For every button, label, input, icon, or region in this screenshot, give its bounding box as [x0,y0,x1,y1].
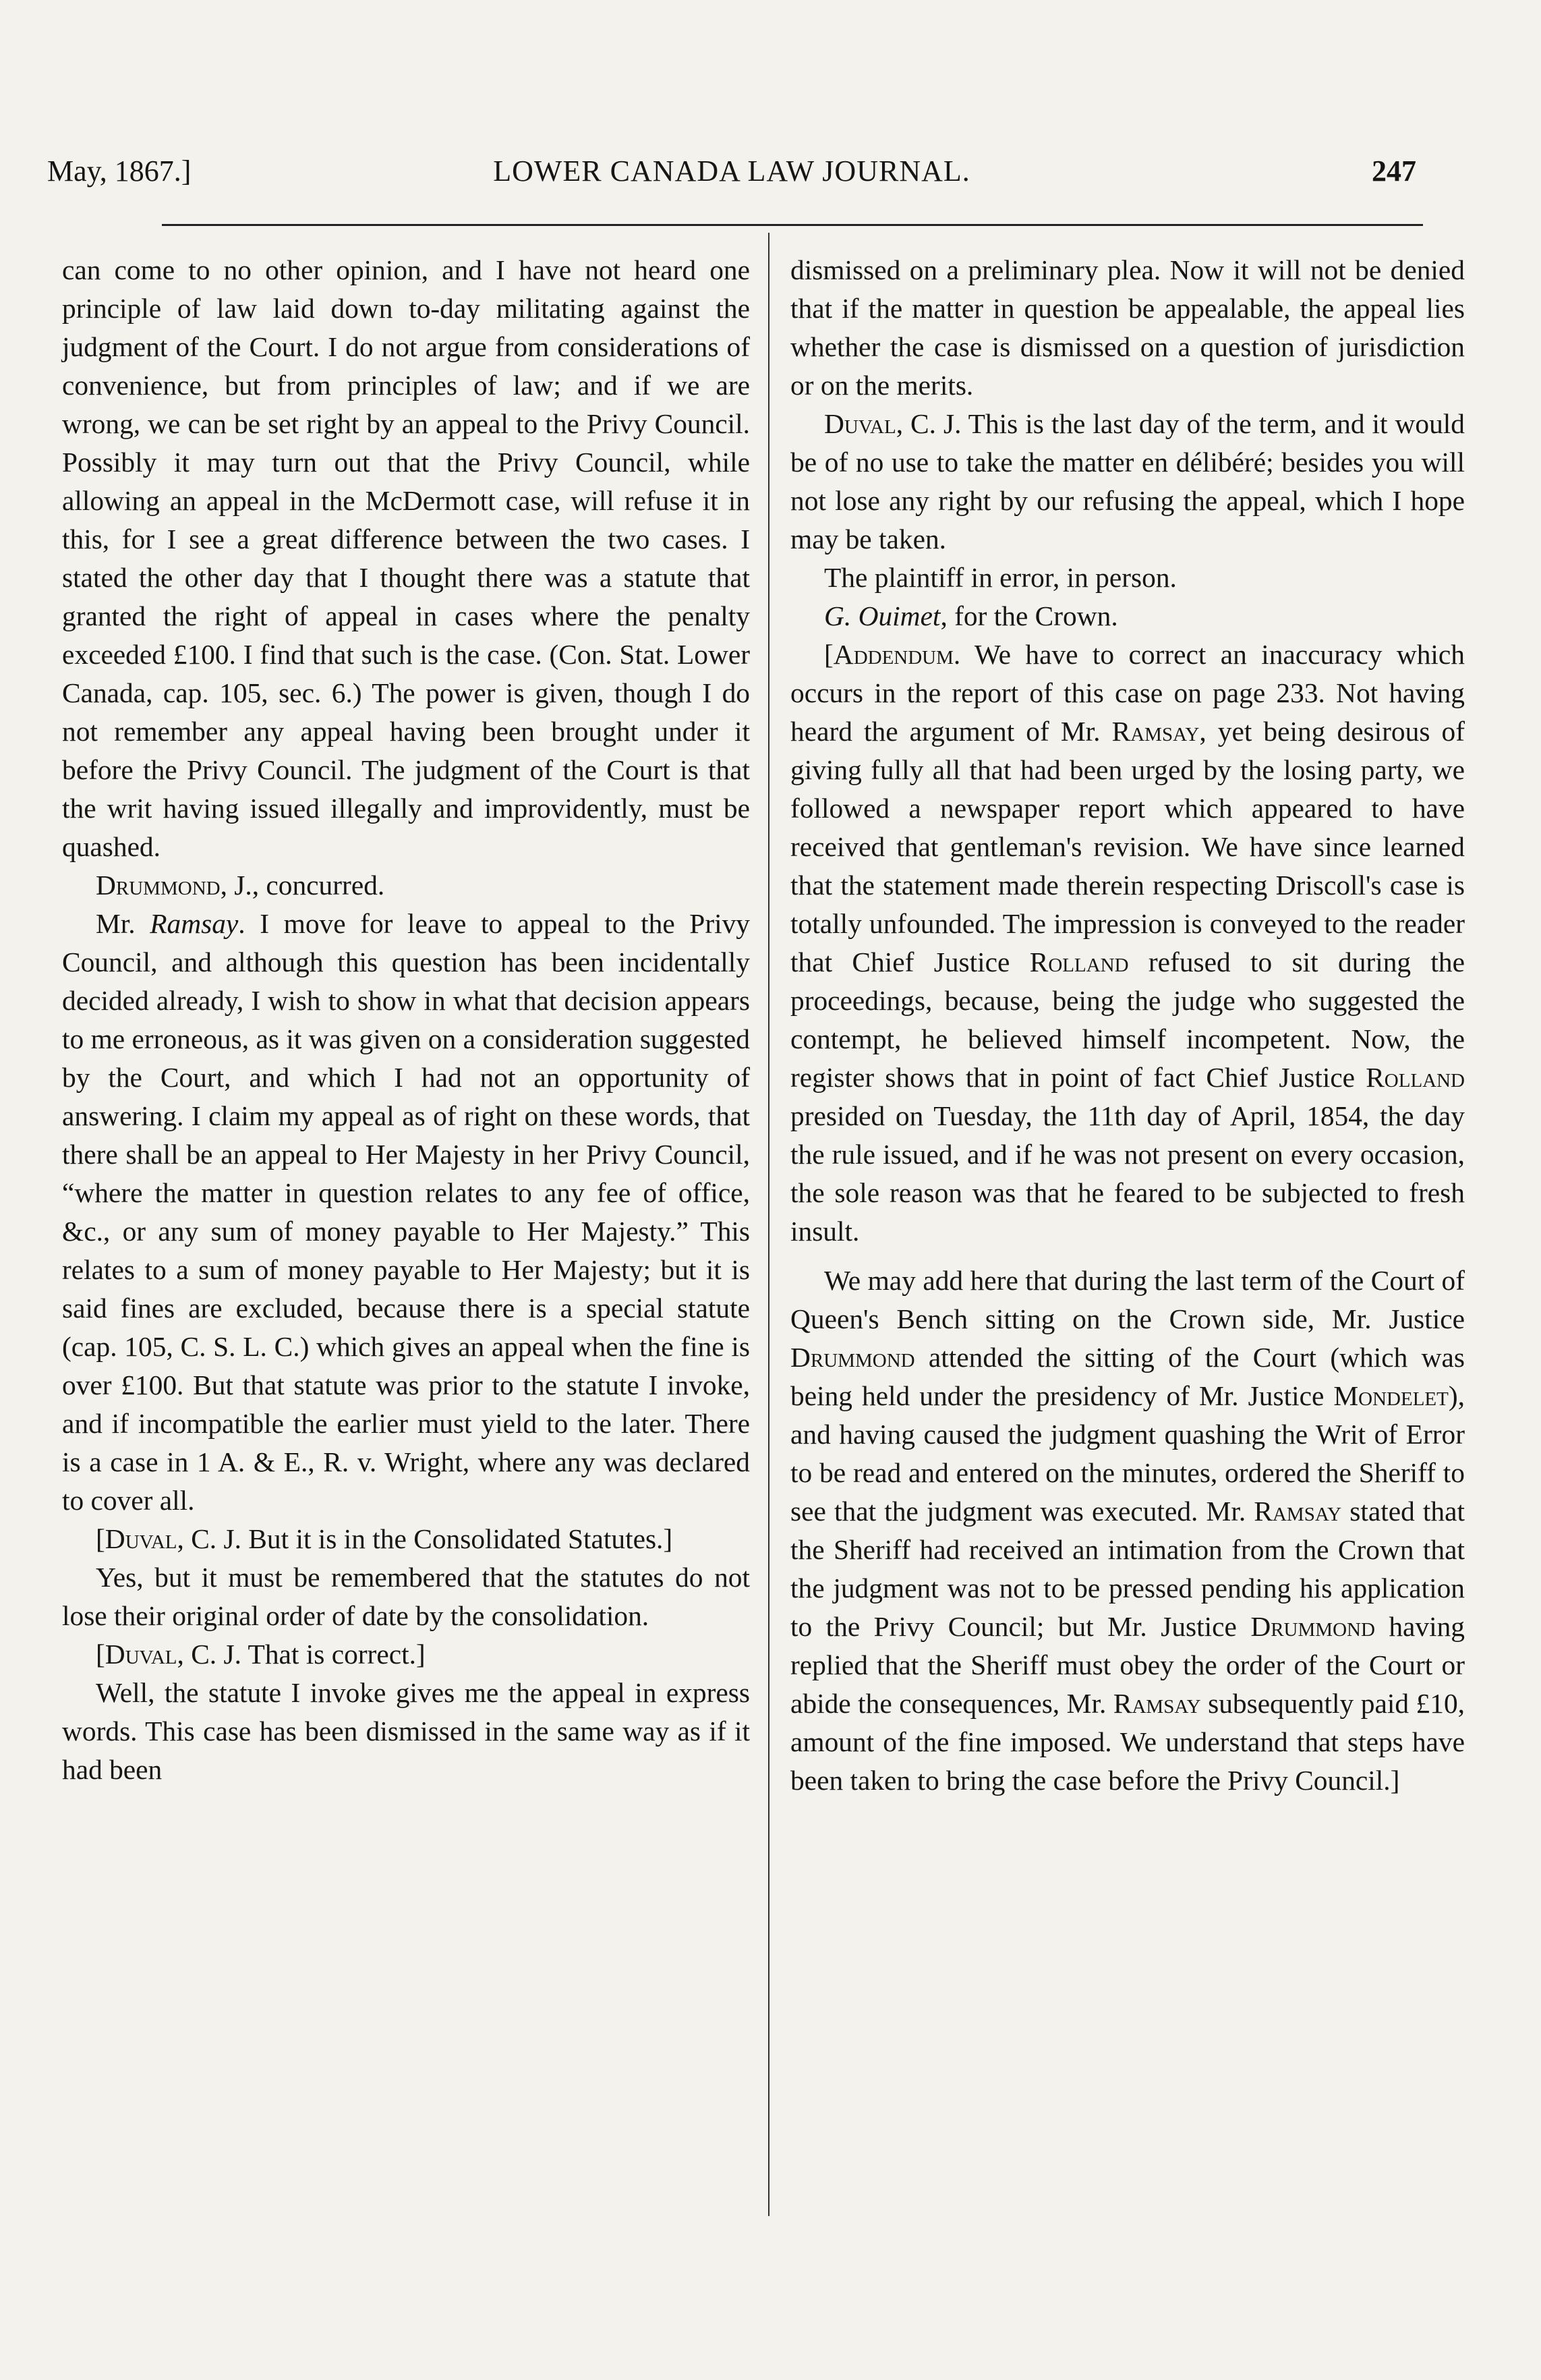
page-number: 247 [1372,154,1416,188]
paragraph [790,597,1465,635]
speaker-name: Ramsay [1111,716,1200,747]
paragraph: can come to no other opinion, and I have not heard one principle of law laid down to-day militating against the judgment of the Court. I do not argue from considerations of convenience, but from principles of law; and if we are wrong, we can be set right by an appeal to the Privy Council. Possibly it may turn out that the Privy Council, while allowing an appeal in the McDermott case, will refuse it in this, for I see a great difference between the two cases. I stated the other day that I thought there was a statute that granted the right of appeal in cases where the penalty exceeded £100. I find that such is the case. (Con. Stat. Lower Canada, cap. 105, sec. 6.) The power is given, though I do not remember any appeal having been brought under it before the Privy Council. The judgment of the Court is that the writ having issued illegally and improvidently, must be quashed. [62,254,750,862]
paragraph-text: refused to sit during the proceedings, because, being the judge who suggested the contempt, he believed himself incompetent. Now, the register shows that in point of fact Chief Justice [790,946,1465,1093]
paragraph-text: , for the Crown. [940,600,1118,631]
addendum-paragraph [790,635,1465,1251]
running-header [47,154,1416,194]
paragraph-text: , C. J. This is the last day of the term, and it would be of no use to take the matter en délibéré; besides you will not lose any right by our refusing the appeal, which I hope may be taken. [790,408,1465,555]
speaker-name: Ramsay [150,908,239,939]
header-rule [162,224,1423,226]
paragraph: The plaintiff in error, in person. [824,562,1177,593]
paragraph-text: We may add here that during the last term of the Court of Queen's Bench sitting on the Crown side, Mr. Justice [790,1265,1465,1334]
counsel-name: G. Ouimet [824,600,941,631]
speaker-name: Duval [105,1639,177,1670]
paragraph [62,905,750,1520]
paragraph [62,866,750,905]
speaker-name: Rolland [1029,946,1129,978]
speaker-name: Ramsay [1113,1688,1201,1719]
right-column [790,251,1465,1800]
speaker-name: Drummond [790,1342,915,1373]
column-divider [768,233,769,2216]
journal-title: LOWER CANADA LAW JOURNAL. [493,154,970,188]
speaker-name: Mondelet [1333,1380,1449,1411]
paragraph [790,1262,1465,1800]
paragraph [62,1520,750,1558]
paragraph [790,405,1465,559]
paragraph-text: , yet being desirous of giving fully all that had been urged by the losing party, we followed a newspaper report which appeared to have received that gentleman's revision. We have since learned that the statement made therein respecting Driscoll's case is totally unfounded. The impression is conveyed to the reader that Chief Justice [790,716,1465,978]
paragraph-text: , C. J. That is correct.] [177,1639,426,1670]
paragraph-text: [ [96,1523,105,1554]
paragraph-text: , C. J. But it is in the Consolidated Statutes.] [177,1523,673,1554]
paragraph-text: . We have to correct an inaccuracy which occurs in the report of this case on page 233. Not having heard the argument of Mr. [790,639,1465,747]
left-column [62,251,750,1789]
speaker-name: Rolland [1366,1062,1465,1093]
paragraph: Well, the statute I invoke gives me the appeal in express words. This case has been dismissed in the same way as if it had been [62,1677,750,1785]
paragraph-text: . I move for leave to appeal to the Privy Council, and although this question has been incidentally decided already, I wish to show in what that decision appears to me erroneous, as it was given on a consideration suggested by the Court, and which I had not an opportunity of answering. I claim my appeal as of right on these words, that there shall be an appeal to Her Majesty in her Privy Council, “where the matter in question relates to any fee of office, &c., or any sum of money payable to Her Majesty.” This relates to a sum of money payable to Her Majesty; but it is said fines are excluded, because there is a special statute (cap. 105, C. S. L. C.) which gives an appeal when the fine is over £100. But that statute was prior to the statute I invoke, and if incompatible the earlier must yield to the later. There is a case in 1 A. & E., R. v. Wright, where any was declared to cover all. [62,908,750,1516]
paragraph-text: , J., concurred. [220,870,385,901]
paragraph: dismissed on a preliminary plea. Now it will not be denied that if the matter in question be appealable, the appeal lies whether the case is dismissed on a question of jurisdiction or on the merits. [790,254,1465,401]
speaker-name: Duval [105,1523,177,1554]
paragraph-text: having replied that the Sheriff must obey the order of the Court or abide the consequences, Mr. [790,1611,1465,1719]
speaker-name: Ramsay [1254,1496,1342,1527]
paragraph [62,1635,750,1674]
paragraph: Yes, but it must be remembered that the statutes do not lose their original order of date by the consolidation. [62,1562,750,1631]
paragraph-text: presided on Tuesday, the 11th day of April, 1854, the day the rule issued, and if he was not present on every occasion, the sole reason was that he feared to be subjected to fresh insult. [790,1100,1465,1247]
speaker-name: Drummond [96,870,221,901]
speaker-name: Drummond [1250,1611,1375,1642]
paragraph-text: ), and having caused the judgment quashing the Writ of Error to be read and entered on the minutes, ordered the Sheriff to see that the judgment was executed. Mr. [790,1380,1465,1527]
paragraph-text: stated that the Sheriff had received an intimation from the Crown that the judgment was not to be pressed pending his application to the Privy Council; but Mr. Justice [790,1496,1465,1642]
paragraph-text: [ [96,1639,105,1670]
paragraph-text: [ [824,639,834,670]
header-date: May, 1867.] [47,154,192,188]
addendum-label: Addendum [833,639,954,670]
paragraph-text: subsequently paid £10, amount of the fine imposed. We understand that steps have been taken to bring the case before the Privy Council.] [790,1688,1465,1796]
speaker-name: Duval [824,408,896,439]
paragraph-text: Mr. [96,908,150,939]
paragraph-text: attended the sitting of the Court (which was being held under the presidency of Mr. Justice [790,1342,1465,1411]
